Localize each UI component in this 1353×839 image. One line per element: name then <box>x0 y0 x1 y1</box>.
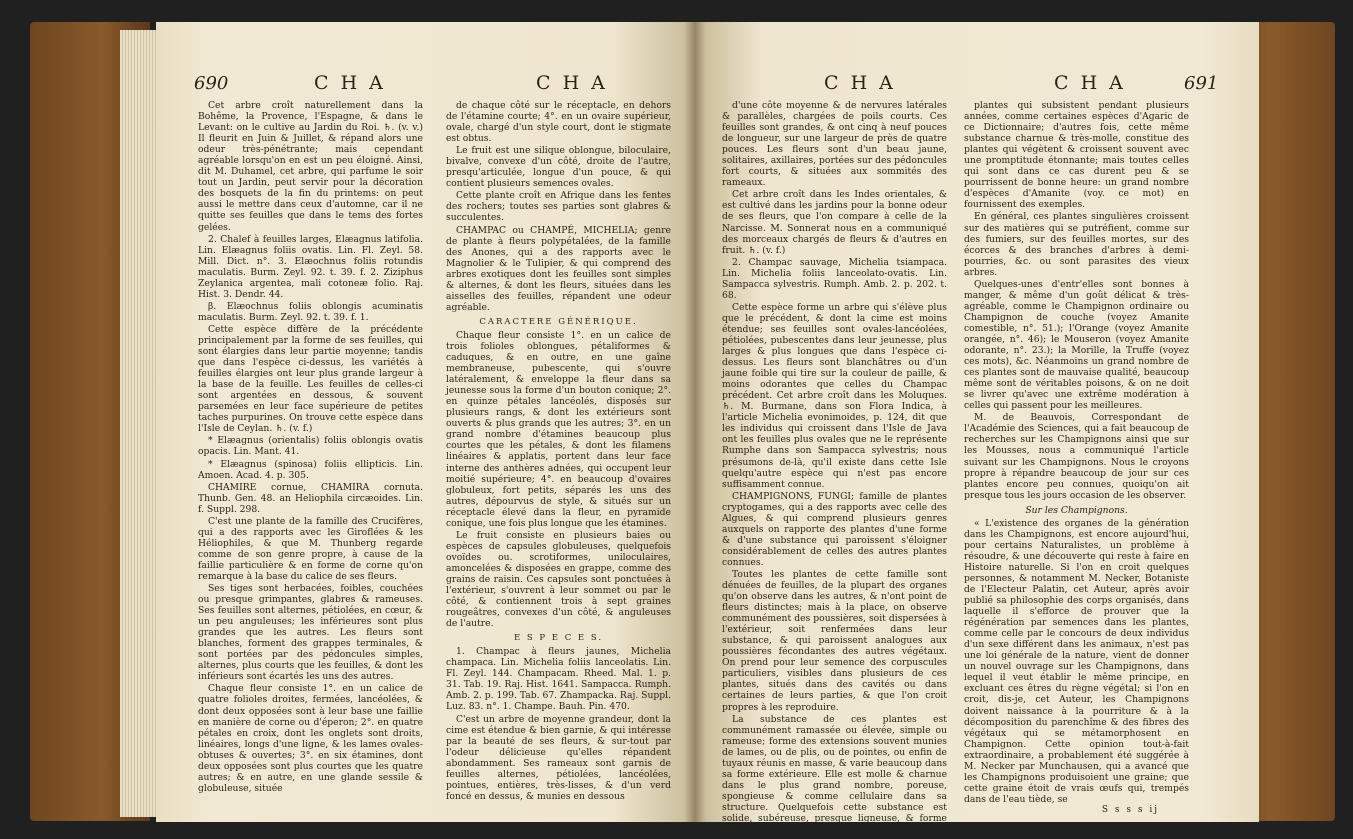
text-paragraph: CARACTERE GÉNÉRIQUE. <box>479 316 638 327</box>
left-column-2 <box>446 100 671 803</box>
text-paragraph: * Elæagnus (spinosa) foliis ellipticis. Lin. Amoen. Acad. 4. p. 305. <box>198 458 423 481</box>
text-paragraph: CHAMPAC ou CHAMPÉ, MICHELIA; genre de plante à fleurs polypétalées, de la famille des Anones, qui a des rapports avec le Magnolier & le Tulipier, & qui comprend des arbres exotiques dont les feuilles sont simples & alternes, & dont les fleurs, situées dans les aisselles des feuilles, répandent une odeur agréable. <box>446 224 671 313</box>
right-header-right: C H A <box>1054 72 1126 94</box>
left-column-1 <box>198 100 423 795</box>
text-paragraph: β. Elæochnus foliis oblongis acuminatis maculatis. Burm. Zeyl. 92. t. 39. f. 1. <box>198 300 423 323</box>
page-edges-left <box>120 30 158 817</box>
right-page <box>694 22 1259 836</box>
right-page-number: 691 <box>1184 73 1219 94</box>
text-paragraph: Le fruit est une silique oblongue, biloculaire, bivalve, convexe d'un côté, droite de l'autre, presqu'articulée, longue d'un pouce, & qui contient plusieurs semences ovales. <box>446 145 671 190</box>
text-paragraph: Cette espèce diffère de la précédente principalement par la forme de ses feuilles, qui sont élargies dans leur partie moyenne; tandis que dans l'espèce ci-dessus, les variétés à feuilles élargies ont leur plus grande largeur à la base de la feuille. Les feuilles de celles-ci sont argentées en dessous, & souvent parsemées en leur face supérieure de petites taches purpurines. On trouve cette espèce dans l'Isle de Ceylan. ♄. (v. f.) <box>198 323 423 435</box>
text-paragraph: Sur les Champignons. <box>1025 504 1128 516</box>
text-paragraph: Chaque fleur consiste 1°. en un calice de quatre folioles droites, fermées, lancéolées, & dont deux opposées sont à leur base une faillie en manière de corne ou d'éperon; 2°. en quatre pétales en croix, dont les onglets sont droits, linéaires, longs d'une ligne, & les lames ovales-obtuses & ouvertes; 3°. en six étamines, dont deux opposées sont plus courtes que les quatre autres; & en autre, en une glande sessile & globuleuse, située <box>198 683 423 794</box>
text-paragraph: Ses tiges sont herbacées, foibles, couchées ou presque grimpantes, glabres & rameuses. Ses feuilles sont alternes, pétiolées, en cœur, & un peu anguleuses; les inférieures sont plus grandes que les autres. Les fleurs sont blanches, forment des grappes terminales, & sont portées par des pédoncules simples, alternes, plus courts que les feuilles, & dont les inférieurs sont écartés les uns des autres. <box>198 583 423 683</box>
text-paragraph: 2. Chalef à feuilles larges, Elæagnus latifolia. Lin. Elæagnus foliis ovatis. Lin. Fl. Zeyl. 58. Mill. Dict. n°. 3. Elæochnus foliis rotundis maculatis. Burm. Zeyl. 92. t. 39. f. 2. Ziziphus Zeylanica argentea, mali cotoneæ folio. Raj. Hist. 3. Dendr. 44. <box>198 233 423 300</box>
left-page-number: 690 <box>194 73 229 94</box>
left-header-right: C H A <box>536 72 608 94</box>
text-paragraph: C'est un arbre de moyenne grandeur, dont la cime est étendue & bien garnie, & qui intéresse par la beauté de ses fleurs, & sur-tout par l'odeur délicieuse qu'elles répandent abondamment. Ses rameaux sont garnis de feuilles alternes, pétiolées, lancéolées, pointues, entières, très-lisses, & d'un verd foncé en dessus, & munies en dessous <box>446 713 671 802</box>
text-paragraph: Cette plante croît en Afrique dans les fentes des rochers; toutes ses parties sont glabres & succulentes. <box>446 190 671 224</box>
right-header-left: C H A <box>824 72 896 94</box>
text-paragraph: CHAMPIGNONS, FUNGI; famille de plantes cryptogames, qui a des rapports avec celle des Algues, & qui comprend plusieurs genres auxquels on rapporte des plantes d'une forme & d'une substance qui paroissent s'éloigner considérablement de celles des autres plantes connues. <box>722 490 947 568</box>
text-paragraph: Cet arbre croît dans les Indes orientales, & est cultivé dans les jardins pour la bonne odeur de ses fleurs, que l'on compare à celle de la Narcisse. M. Sonnerat nous en a communiqué des morceaux chargés de fleurs & d'autres en fruit. ♄. (v. f.) <box>722 189 947 256</box>
text-paragraph: 2. Champac sauvage, Michelia tsiampaca. Lin. Michelia foliis lanceolato-ovatis. Lin. Sampacca sylvestris. Rumph. Amb. 2. p. 202. t. 68. <box>722 256 947 301</box>
text-paragraph: Cette espèce forme un arbre qui s'élève plus que le précédent, & dont la cime est moins étendue; ses feuilles sont ovales-lancéolées, pétiolées, pubescentes dans leur jeunesse, plus larges & plus longues que dans l'espèce ci-dessus. Les fleurs sont blanchâtres ou d'un jaune foible qui tire sur la couleur de paille, & moins odorantes que celles du Champac précédent. Cet arbre croît dans les Moluques. ♄. M. Burmane, dans son Flora Indica, à l'article Michelia evonimoides, p. 124, dit que les individus qui croissent dans l'Isle de Java ont les feuilles plus ovales que ne le représente Rumphe dans son Sampacca sylvestris; nous présumons de-là, qu'il existe dans cette Isle quelqu'autre espèce qui n'est pas encore suffisamment connue. <box>722 301 947 490</box>
text-paragraph: Chaque fleur consiste 1°. en un calice de trois folioles oblongues, pétaliformes & caduques, & en outre, en une gaîne membraneuse, pubescente, qui s'ouvre latéralement, & enveloppe la fleur dans sa jeunesse sous la forme d'un bouton conique; 2°. en quinze pétales lancéolés, disposés sur plusieurs rangs, & dont les extérieurs sont ouverts & plus grands que les autres; 3°. en un grand nombre d'étamines beaucoup plus courtes que les pétales, & dont les filamens linéaires & applatis, portent dans leur face interne des anthères adnées, qui occupent leur moitié supérieure; 4°. en beaucoup d'ovaires globuleux, fort petits, séparés les uns des autres, dépourvus de style, & situés sur un réceptacle élevé dans la fleur, en pyramide conique, une fois plus longue que les étamines. <box>446 329 671 529</box>
left-page <box>156 22 694 822</box>
text-paragraph: d'une côte moyenne & de nervures latérales & parallèles, chargées de poils courts. Ces feuilles sont grandes, & ont cinq à neuf pouces de longueur, sur une largeur de près de quatre pouces. Les fleurs sont d'un beau jaune, solitaires, axillaires, portées sur des pédoncules fort courts, & situées aux sommités des rameaux. <box>722 100 947 189</box>
text-paragraph: Quelques-unes d'entr'elles sont bonnes à manger, & même d'un goût délicat & très-agréable, comme le Champignon ordinaire ou Champignon de couche (voyez Amanite comestible, n°. 51.); l'Orange (voyez Amanite orangée, n°. 46); le Mouseron (voyez Amanite odorante, n°. 23.); la Morille, la Truffe (voyez ces mots), &c. Néanmoins un grand nombre de ces plantes sont de mauvaise qualité, beaucoup même sont de véritables poisons, & on ne doit se livrer qu'avec une extrême modération à celles qui passent pour les meilleures. <box>964 278 1189 412</box>
book-gutter <box>684 22 706 822</box>
text-paragraph: C'est une plante de la famille des Crucifères, qui a des rapports avec les Giroflées & les Héliophiles, & que M. Thunberg regarde comme de son genre propre, à cause de la faillie particulière & en forme de corne qu'on remarque à la base du calice de ses fleurs. <box>198 515 423 582</box>
text-paragraph: Cet arbre croît naturellement dans la Bohême, la Provence, l'Espagne, & dans le Levant: on le cultive au Jardin du Roi. ♄. (v. v.) Il fleurit en Juin & Juillet, & répand alors une odeur très-pénétrante; mais cependant agréable lorsqu'on en est un peu éloigné. Ainsi, dit M. Duhamel, cet arbre, qui parfume le soir tout un Jardin, peut servir pour la décoration des bosquets de la fin du printems: on peut aussi le mettre dans ceux d'automne, car il ne quitte ses feuilles que dans le tems des fortes gelées. <box>198 100 423 233</box>
text-paragraph: de chaque côté sur le réceptacle, en dehors de l'étamine courte; 4°. en un ovaire supérieur, ovale, chargé d'un style court, dont le stigmate est obtus. <box>446 100 671 145</box>
text-paragraph: E S P E C E S. <box>513 633 604 644</box>
text-paragraph: En général, ces plantes singulières croissent sur des matières qui se putréfient, comme sur des fumiers, sur des feuilles mortes, sur des écorces & des branches d'arbres à demi-pourries, &c. ou sont parasites des vieux arbres. <box>964 211 1189 278</box>
text-paragraph: * Elæagnus (orientalis) foliis oblongis ovatis opacis. Lin. Mant. 41. <box>198 435 423 458</box>
signature-mark: S s s s ij <box>1101 805 1159 815</box>
right-column-1 <box>722 100 947 836</box>
right-column-2 <box>964 100 1189 806</box>
left-header-left: C H A <box>314 72 386 94</box>
text-paragraph: CHAMIRE cornue, CHAMIRA cornuta. Thunb. Gen. 48. an Heliophila circæoides. Lin. f. Suppl. 298. <box>198 481 423 515</box>
text-paragraph: plantes qui subsistent pendant plusieurs années, comme certaines espèces d'Agaric de ce Dictionnaire; d'autres fois, cette même substance charnue & très-molle, constitue des plantes qui végètent & croissent souvent avec une promptitude étonnante; mais toutes celles qui sont dans ce cas durent peu & se pourrissent de bonne heure: un grand nombre d'espèces d'Amanite (voy. ce mot) en fournissent des exemples. <box>964 100 1189 211</box>
text-paragraph: « L'existence des organes de la génération dans les Champignons, est encore aujourd'hui, pour certains Naturalistes, un problème à résoudre, & une découverte qui reste à faire en Histoire naturelle. Si l'on en croit quelques personnes, & notamment M. Necker, Botaniste de l'Electeur Palatin, cet Auteur, après avoir publié sa philosophie des corps organisés, dans laquelle il s'efforce de prouver que la régénération par semences dans les plantes, comme celle par le concours de deux individus d'un sexe différent dans les animaux, n'est pas une loi générale de la nature, vient de donner un nouvel ouvrage sur les Champignons, dans lequel il veut établir le même principe, en excluant ces êtres du règne végétal; si l'on en croit, dis-je, cet Auteur, les Champignons doivent naissance à la pourriture & à la décomposition du parenchîme & des fibres des végétaux qui se métamorphosent en Champignon. Cette opinion tout-à-fait extraordinaire, a probablement été suggérée à M. Necker par Munchausen, qui a avancé que les Champignons produisoient une graine; que cette graine étoit de vrais œufs qui, trempés dans de l'eau tiède, se <box>964 517 1189 805</box>
text-paragraph: M. de Beauvois, Correspondant de l'Académie des Sciences, qui a fait beaucoup de recherches sur les Champignons ainsi que sur les Mousses, nous a communiqué l'article suivant sur les Champignons. Nous le croyons propre à répandre beaucoup de jour sur ces plantes encore peu connues, quoiqu'on ait presque tous les jours occasion de les observer. <box>964 412 1189 501</box>
text-paragraph: La substance de ces plantes est communément ramassée ou élevée, simple ou rameuse; forme des extensions souvent munies de lames, ou de plis, ou de pointes, ou enfin de tuyaux réunis en masse, & varie beaucoup dans sa forme extérieure. Elle est molle & charnue dans le plus grand nombre, poreuse, spongieuse & comme cellulaire dans sa structure. Quelquefois cette substance est solide, subéreuse, presque ligneuse, & forme des <box>722 713 947 836</box>
text-paragraph: Toutes les plantes de cette famille sont dénuées de feuilles, de la plupart des organes qu'on observe dans les autres, & n'ont point de fleurs distinctes; mais à la place, on observe communément des poussières, soit dispersées à l'extérieur, soit renfermées dans leur substance, & qui paroissent analogues aux poussières fécondantes des autres végétaux. On prend pour leur semence des corpuscules particuliers, visibles dans plusieurs de ces plantes, situés dans des cavités ou dans certaines de leurs parties, & que l'on croit propres à les reproduire. <box>722 568 947 713</box>
text-paragraph: Le fruit consiste en plusieurs baies ou espèces de capsules globuleuses, quelquefois ovoïdes ou. scrotiformes, uniloculaires, amoncelées & disposées en grappe, comme des grains de raisin. Ces capsules sont ponctuées à l'extérieur, s'ouvrent à leur sommet ou par le côté, & contiennent trois à sept graines rougeâtres, convexes d'un côté, & anguleuses de l'autre. <box>446 529 671 630</box>
text-paragraph: 1. Champac à fleurs jaunes, Michelia champaca. Lin. Michelia foliis lanceolatis. Lin. Fl. Zeyl. 144. Champacam. Rheed. Mal. 1. p. 31. Tab. 19. Raj. Hist. 1641. Sampacca. Rumph. Amb. 2. p. 199. Tab. 67. Zhampacka. Raj. Suppl. Luz. 83. n°. 1. Champe. Bauh. Pin. 470. <box>446 646 672 713</box>
